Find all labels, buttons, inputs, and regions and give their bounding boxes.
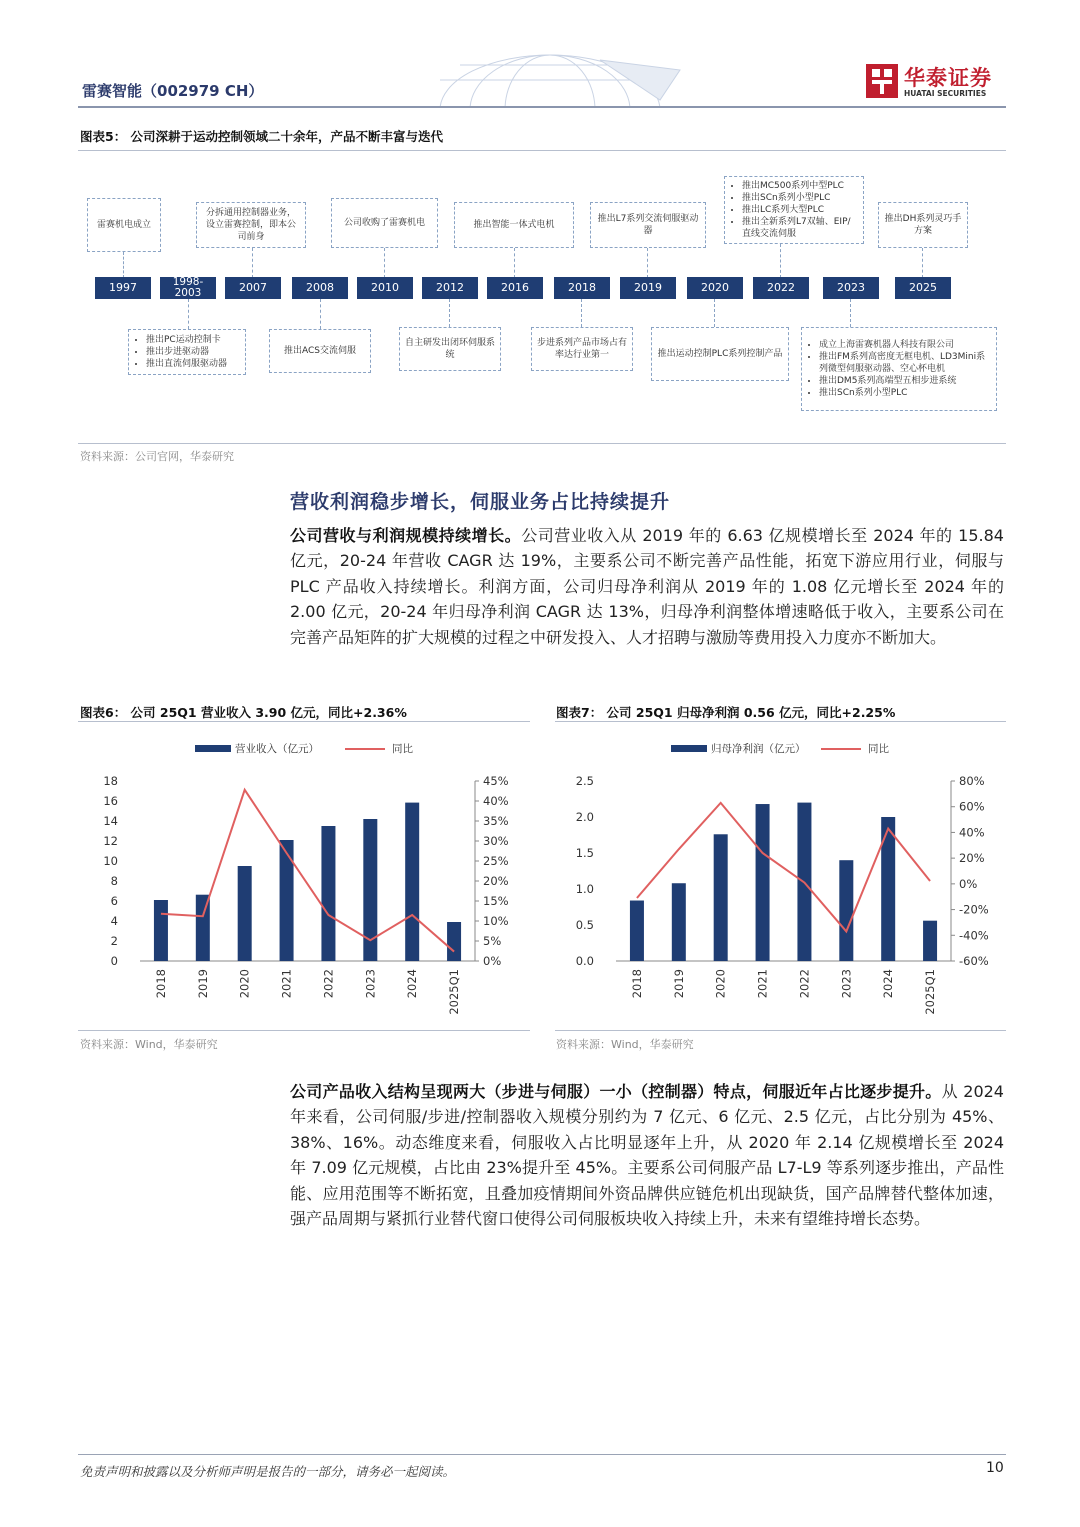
year-label-2023: 2023 — [823, 277, 879, 299]
net-profit-y-tick-right: -40% — [959, 928, 989, 943]
timeline-connector — [320, 299, 321, 329]
timeline-box-2022 — [724, 176, 864, 244]
fig7-title-rule — [555, 721, 1006, 722]
timeline-connector — [514, 248, 515, 278]
timeline-box-2018 — [531, 327, 633, 371]
timeline-item-2023: • 推出DM5系列高端型五相步进系统 — [819, 375, 991, 387]
header-globe-decoration — [420, 40, 720, 106]
revenue-x-tick-label: 2021 — [279, 969, 294, 999]
revenue-bar — [238, 866, 252, 961]
revenue-x-tick-label: 2020 — [237, 969, 252, 999]
revenue-x-tick-label: 2024 — [405, 969, 420, 999]
timeline-text-2019: 推出L7系列交流伺服驱动器 — [597, 214, 699, 236]
revenue-y-tick-right: 10% — [483, 914, 509, 928]
net-profit-bar — [756, 804, 770, 961]
year-label-2016: 2016 — [487, 277, 543, 299]
timeline-connector — [647, 248, 648, 278]
year-label-2008: 2008 — [292, 277, 348, 299]
year-label-1997: 1997 — [95, 277, 151, 299]
timeline-item-1998: • 推出PC运动控制卡 — [146, 334, 227, 346]
year-label-2022: 2022 — [753, 277, 809, 299]
net-profit-y-tick-right: 20% — [959, 851, 985, 866]
paragraph-2 — [290, 1079, 1004, 1231]
timeline-item-2023: • 推出FM系列高密度无框电机、LD3Mini系列微型伺服驱动器、空心杯电机 — [819, 351, 991, 375]
timeline-connector — [922, 248, 923, 278]
net-profit-legend-bar-label: 归母净利润（亿元） — [711, 743, 806, 755]
fig6-title: 图表6： 公司 25Q1 营业收入 3.90 亿元，同比+2.36% — [80, 705, 407, 720]
net-profit-bar — [923, 921, 937, 961]
year-label-2025: 2025 — [895, 277, 951, 299]
net-profit-bar — [672, 883, 686, 961]
net-profit-legend-line-label: 同比 — [868, 743, 889, 755]
section-title: 营收利润稳步增长，伺服业务占比持续提升 — [290, 491, 671, 513]
timeline-text-2016: 推出智能一体式电机 — [473, 220, 555, 230]
timeline-box-2010 — [331, 198, 438, 248]
revenue-y-tick-left: 2 — [110, 934, 118, 948]
timeline-connector — [449, 299, 450, 327]
fig7-source: 资料来源：Wind，华泰研究 — [556, 1038, 694, 1051]
timeline-connector — [780, 244, 781, 278]
timeline-text-2012: 自主研发出闭环伺服系统 — [405, 338, 496, 360]
paragraph-2-body: 从 2024 年来看，公司伺服/步进/控制器收入规模分别约为 7 亿元、6 亿元、2.5 亿元，占比分别为 45%、38%、16%。动态维度来看，伺服收入占比明显逐年上升，从 2020 年 2.14 亿规模增长至 2024 年 7.09 亿元规模，占比由 23%提升至 45%。主要系公司伺服产品 L7-L9 等系列逐步推出，产品性能、应用范围等不断拓宽，且叠加疫情期间外资品牌供应链危机出现缺货，国产品牌替代整体加速，强产品周期与紧抓行业替代窗口使得公司伺服板块收入持续上升，未来有望维持增长态势。 — [290, 1082, 1004, 1229]
net-profit-x-tick-label: 2018 — [629, 969, 644, 999]
year-label-1998: 1998- — [172, 276, 204, 288]
revenue-bar — [280, 840, 294, 961]
timeline-connector — [581, 299, 582, 327]
revenue-y-tick-right: 20% — [483, 874, 509, 888]
revenue-x-tick-label: 2019 — [195, 969, 210, 999]
year-label-1998-2003 — [160, 277, 216, 299]
fig6-bottom-rule — [78, 1030, 530, 1031]
revenue-y-tick-right: 0% — [483, 954, 502, 968]
net-profit-x-tick-label: 2024 — [881, 969, 896, 999]
logo-text-cn: 华泰证券 — [904, 66, 992, 90]
report-header-title: 雷赛智能（002979 CH） — [82, 82, 264, 100]
revenue-x-tick-label: 2023 — [363, 969, 378, 999]
net-profit-y-tick-left: 0.5 — [575, 918, 594, 932]
revenue-y-tick-left: 0 — [110, 954, 118, 968]
revenue-y-tick-right: 35% — [483, 814, 509, 828]
year-label-2007: 2007 — [225, 277, 281, 299]
timeline-box-2012 — [399, 327, 501, 371]
timeline-connector — [252, 248, 253, 278]
timeline-item-1998: • 推出步进驱动器 — [146, 346, 227, 358]
net-profit-y-tick-right: 60% — [959, 799, 985, 814]
fig5-title-rule — [78, 150, 1006, 151]
timeline-text-2025: 推出DH系列灵巧手方案 — [884, 214, 962, 236]
timeline-item-1998: • 推出直流伺服驱动器 — [146, 358, 227, 370]
paragraph-1-lead: 公司营收与利润规模持续增长。 — [290, 526, 522, 545]
year-label-2018: 2018 — [554, 277, 610, 299]
net-profit-y-tick-right: 0% — [959, 876, 978, 891]
revenue-chart — [80, 730, 530, 1026]
fig6-source: 资料来源：Wind，华泰研究 — [80, 1038, 218, 1051]
paragraph-2-lead: 公司产品收入结构呈现两大（步进与伺服）一小（控制器）特点，伺服近年占比逐步提升。 — [290, 1082, 942, 1101]
revenue-bar — [196, 895, 210, 961]
timeline-connector — [850, 299, 851, 327]
revenue-x-tick-label: 2025Q1 — [447, 969, 462, 1015]
revenue-y-tick-left: 6 — [110, 894, 118, 908]
logo-text-en: HUATAI SECURITIES — [904, 89, 987, 98]
timeline-connector — [123, 252, 124, 278]
paragraph-1-body: 公司营业收入从 2019 年的 6.63 亿规模增长至 2024 年的 15.84 亿元，20-24 年营收 CAGR 达 19%，主要系公司不断完善产品性能，拓宽下游应用行业，伺服与 PLC 产品收入持续增长。利润方面，公司归母净利润从 2019 年的 1.08 亿元增长至 2024 年的 2.00 亿元，20-24 年归母净利润 CAGR 达 13%，归母净利润整体增速略低于收入，主要系公司在完善产品矩阵的扩大规模的过程之中研发投入、人才招聘与激励等费用投入力度亦不断加大。 — [290, 526, 1004, 647]
revenue-bar — [154, 900, 168, 961]
timeline-box-2019 — [590, 202, 706, 248]
net-profit-x-tick-label: 2023 — [839, 969, 854, 999]
revenue-y-tick-right: 45% — [483, 774, 509, 788]
timeline-box-1998 — [128, 329, 246, 375]
revenue-y-tick-right: 5% — [483, 934, 502, 948]
paragraph-1 — [290, 523, 1004, 650]
net-profit-chart — [556, 730, 1006, 1026]
timeline-connector — [188, 299, 189, 329]
timeline-item-2022: • 推出SCn系列小型PLC — [742, 192, 858, 204]
timeline-text-2010: 公司收购了雷赛机电 — [343, 218, 425, 228]
year-label-2010: 2010 — [357, 277, 413, 299]
net-profit-y-tick-left: 2.5 — [575, 774, 594, 788]
huatai-logo-mark-icon — [866, 64, 898, 98]
timeline-item-2022: • 推出MC500系列中型PLC — [742, 180, 858, 192]
net-profit-x-tick-label: 2019 — [671, 969, 686, 999]
revenue-y-tick-left: 12 — [103, 834, 118, 848]
page-number: 10 — [986, 1460, 1004, 1476]
timeline-item-2022: • 推出LC系列大型PLC — [742, 204, 858, 216]
net-profit-y-tick-right: -20% — [959, 902, 989, 917]
revenue-y-tick-right: 40% — [483, 794, 509, 808]
timeline-text-2018: 步进系列产品市场占有率达行业第一 — [537, 338, 628, 360]
net-profit-legend-bar-swatch — [671, 745, 707, 752]
revenue-bar — [321, 826, 335, 961]
footer-rule — [78, 1454, 1006, 1455]
revenue-y-tick-left: 8 — [110, 874, 118, 888]
revenue-y-tick-left: 18 — [103, 774, 118, 788]
net-profit-y-tick-left: 2.0 — [575, 810, 594, 824]
timeline-box-2008 — [269, 329, 371, 373]
timeline-text-2020: 推出运动控制PLC系列控制产品 — [657, 349, 783, 359]
net-profit-bar — [714, 834, 728, 961]
revenue-y-tick-left: 14 — [103, 814, 118, 828]
net-profit-y-tick-left: 0.0 — [575, 954, 594, 968]
timeline-text-2008: 推出ACS交流伺服 — [284, 346, 356, 356]
timeline-item-2023: • 推出SCn系列小型PLC — [819, 387, 991, 399]
revenue-bar — [405, 803, 419, 961]
net-profit-y-tick-right: 40% — [959, 825, 985, 840]
net-profit-y-tick-left: 1.5 — [575, 846, 594, 860]
net-profit-x-tick-label: 2025Q1 — [923, 969, 938, 1015]
fig5-bottom-rule — [78, 443, 1006, 444]
fig5-source: 资料来源：公司官网，华泰研究 — [80, 450, 234, 463]
net-profit-y-tick-right: 80% — [959, 774, 985, 788]
revenue-legend-bar-label: 营业收入（亿元） — [235, 743, 319, 755]
timeline-text-1997: 雷赛机电成立 — [96, 220, 151, 230]
net-profit-y-tick-right: -60% — [959, 954, 989, 968]
year-label-2012: 2012 — [422, 277, 478, 299]
revenue-legend-line-label: 同比 — [392, 743, 413, 755]
timeline-box-2020 — [651, 327, 789, 381]
year-label-2003: 2003 — [174, 287, 202, 299]
timeline-connector — [714, 299, 715, 327]
timeline-connector — [384, 248, 385, 278]
huatai-logo — [866, 64, 1006, 100]
revenue-x-tick-label: 2022 — [321, 969, 336, 999]
net-profit-x-tick-label: 2021 — [755, 969, 770, 999]
timeline-box-2025 — [878, 202, 968, 248]
revenue-y-tick-left: 10 — [103, 854, 118, 868]
revenue-bar — [447, 922, 461, 961]
net-profit-bar — [839, 860, 853, 961]
revenue-x-tick-label: 2018 — [153, 969, 168, 999]
net-profit-y-tick-left: 1.0 — [575, 882, 594, 896]
timeline-box-2016 — [454, 202, 574, 248]
revenue-legend-bar-swatch — [195, 745, 231, 752]
timeline-box-2007 — [196, 202, 306, 248]
revenue-y-tick-left: 4 — [110, 914, 118, 928]
fig7-bottom-rule — [555, 1030, 1006, 1031]
net-profit-x-tick-label: 2020 — [713, 969, 728, 999]
revenue-y-tick-right: 15% — [483, 894, 509, 908]
footer-disclaimer: 免责声明和披露以及分析师声明是报告的一部分，请务必一起阅读。 — [80, 1464, 456, 1479]
fig7-title: 图表7： 公司 25Q1 归母净利润 0.56 亿元，同比+2.25% — [556, 705, 896, 720]
revenue-y-tick-right: 25% — [483, 854, 509, 868]
header-rule — [78, 106, 1006, 108]
year-label-2019: 2019 — [620, 277, 676, 299]
timeline-text-2007: 分拆通用控制器业务，设立雷赛控制，即本公司前身 — [205, 208, 296, 242]
timeline-box-1997 — [87, 198, 161, 252]
fig6-title-rule — [78, 721, 530, 722]
timeline-box-2023 — [801, 327, 997, 411]
fig5-title: 图表5： 公司深耕于运动控制领域二十余年，产品不断丰富与迭代 — [80, 129, 444, 144]
year-label-2020: 2020 — [687, 277, 743, 299]
timeline-item-2023: • 成立上海雷赛机器人科技有限公司 — [819, 339, 991, 351]
revenue-y-tick-left: 16 — [103, 794, 118, 808]
net-profit-bar — [630, 901, 644, 961]
timeline-item-2022: • 推出全新系列L7双轴、EIP/直线交流伺服 — [742, 216, 858, 240]
revenue-y-tick-right: 30% — [483, 834, 509, 848]
net-profit-x-tick-label: 2022 — [797, 969, 812, 999]
